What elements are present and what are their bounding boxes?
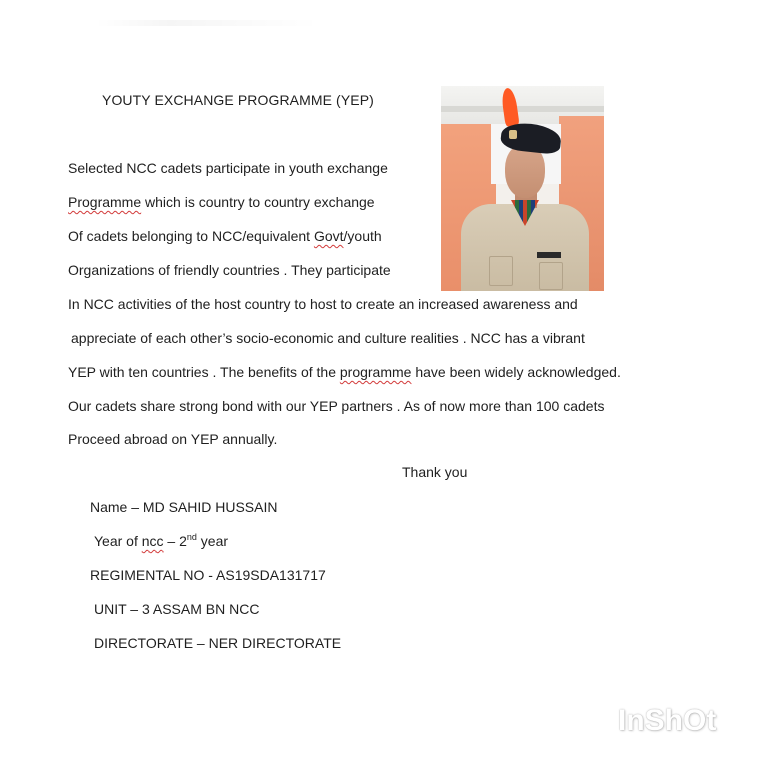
- paragraph-text: YEP with ten countries . The benefits of the: [68, 364, 340, 380]
- detail-year-prefix: Year of: [94, 533, 142, 549]
- paragraph-line-1: [68, 160, 388, 176]
- paragraph-text: Proceed abroad on YEP annually.: [68, 431, 278, 447]
- closing-thank-you: Thank you: [402, 464, 468, 480]
- paragraph-text: Of cadets belonging to NCC/equivalent: [68, 228, 314, 244]
- paragraph-line-6: [71, 330, 585, 346]
- paragraph-text: /youth: [343, 228, 382, 244]
- detail-name: Name – MD SAHID HUSSAIN: [90, 499, 278, 515]
- paragraph-text: Organizations of friendly countries . They participate: [68, 262, 391, 278]
- photo-name-tag: [537, 252, 561, 258]
- detail-year-suffix: year: [196, 533, 229, 549]
- paragraph-line-4: [68, 262, 391, 278]
- photo-pocket-right: [539, 262, 563, 290]
- photo-beam: [441, 106, 604, 112]
- detail-year-sup: nd: [186, 532, 197, 542]
- spellcheck-word: ncc: [141, 533, 164, 549]
- spellcheck-word: programme: [339, 364, 412, 380]
- paragraph-line-9: [68, 431, 277, 447]
- paragraph-text: In NCC activities of the host country to host to create an increased awareness and: [68, 296, 578, 312]
- paragraph-line-2: [68, 194, 375, 210]
- faint-header-artifact: [95, 20, 320, 26]
- detail-unit: UNIT – 3 ASSAM BN NCC: [94, 601, 260, 617]
- detail-directorate: DIRECTORATE – NER DIRECTORATE: [94, 635, 342, 651]
- photo-pocket-left: [489, 256, 513, 286]
- cadet-photo: [441, 86, 604, 291]
- paragraph-text: Our cadets share strong bond with our YEP partners . As of now more than 100 cadets: [68, 398, 605, 414]
- paragraph-text: appreciate of each other’s socio-economic and culture realities . NCC has a vibrant: [71, 330, 585, 346]
- paragraph-line-7: [68, 364, 621, 380]
- paragraph-line-3: [68, 228, 382, 244]
- paragraph-line-5: [68, 296, 578, 312]
- spellcheck-word: Govt: [313, 228, 344, 244]
- paragraph-text: have been widely acknowledged.: [411, 364, 621, 380]
- inshot-watermark: InShOt: [618, 704, 717, 737]
- paragraph-text: which is country to country exchange: [141, 194, 375, 210]
- paragraph-line-8: [68, 398, 604, 414]
- detail-year: [94, 533, 228, 549]
- spellcheck-word: Programme: [68, 194, 142, 210]
- photo-cap-badge: [509, 130, 517, 139]
- detail-year-mid: – 2: [163, 533, 187, 549]
- paragraph-text: Selected NCC cadets participate in youth exchange: [68, 160, 388, 176]
- document-title: YOUTY EXCHANGE PROGRAMME (YEP): [102, 92, 374, 108]
- detail-regimental-no: REGIMENTAL NO - AS19SDA131717: [90, 567, 326, 583]
